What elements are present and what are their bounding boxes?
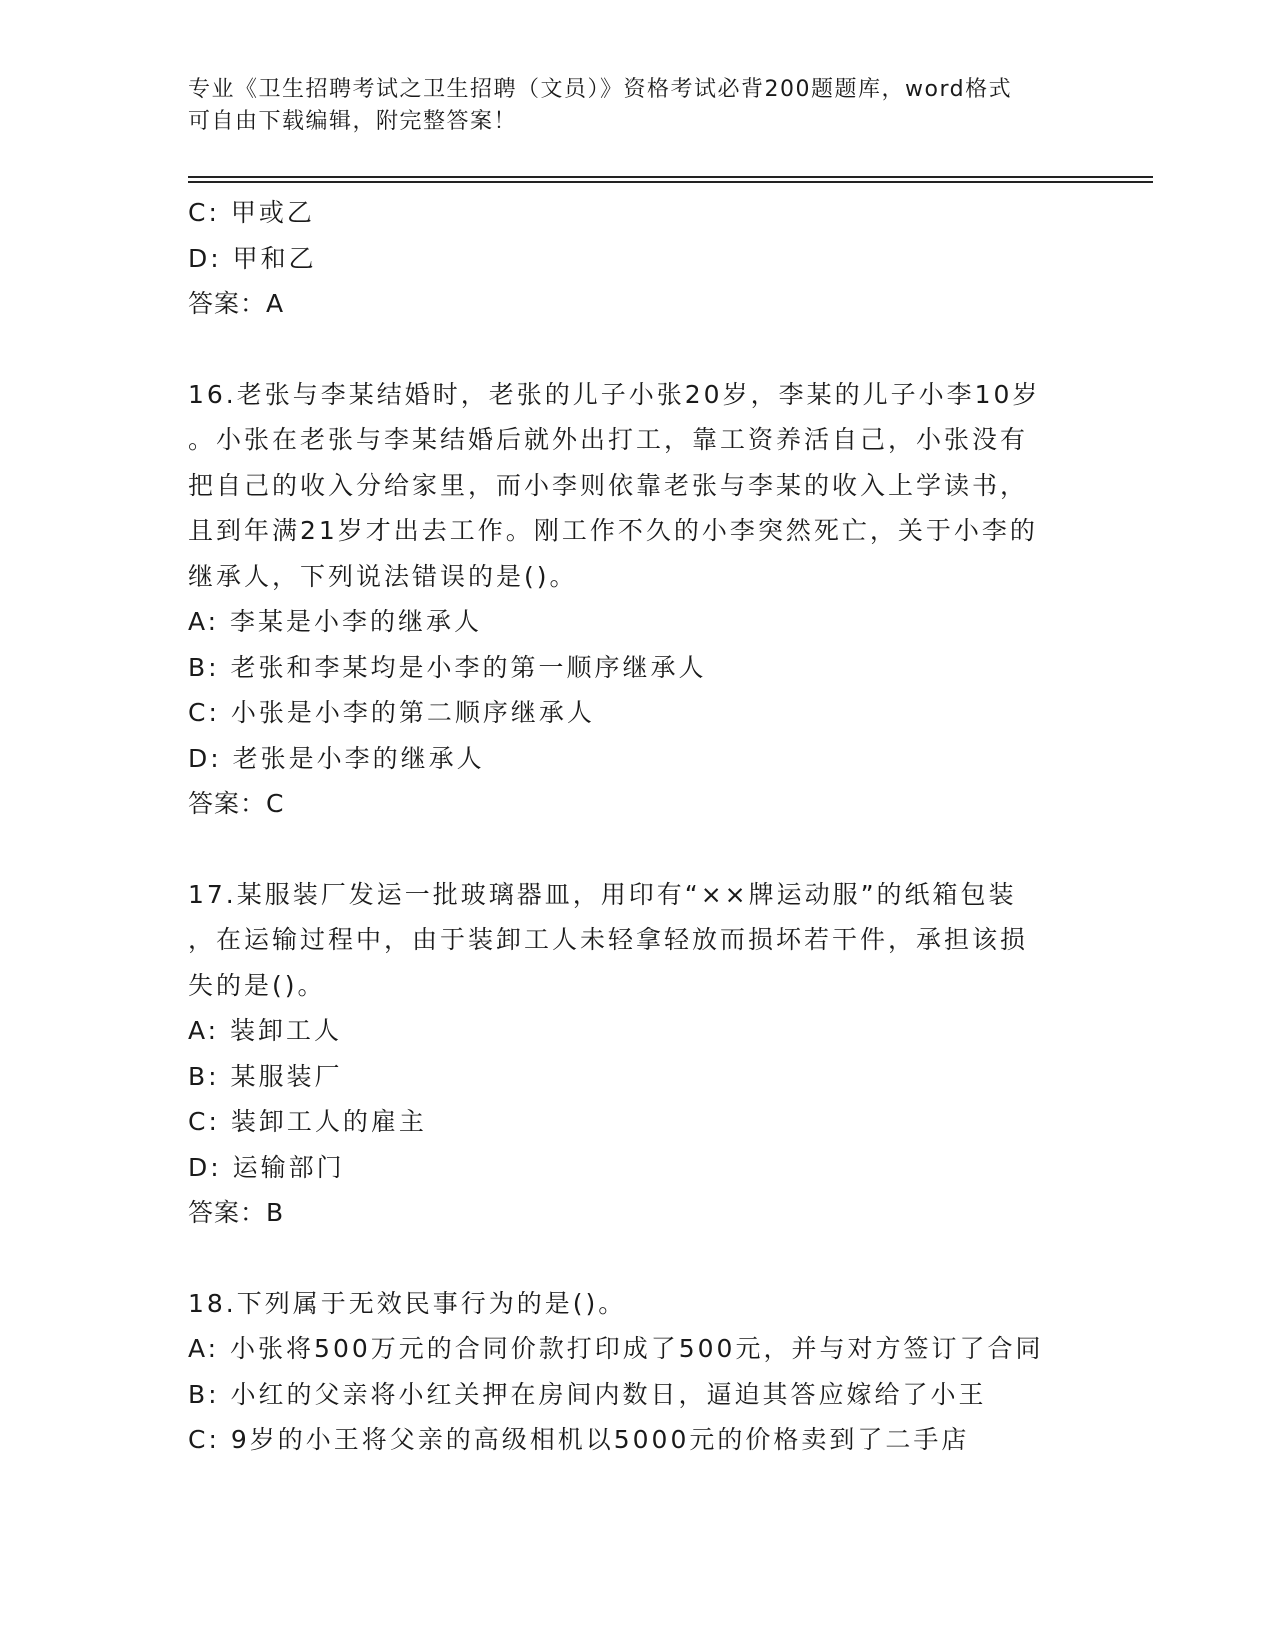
question-block-18 — [188, 1281, 1088, 1463]
question-text-line: 失的是()。 — [188, 970, 326, 1000]
question-text-line: 把自己的收入分给家里，而小李则依靠老张与李某的收入上学读书， — [188, 470, 1029, 500]
question-text-line: 16.老张与李某结婚时，老张的儿子小张20岁，李某的儿子小李10岁 — [188, 379, 1041, 409]
option-c: C: 装卸工人的雇主 — [188, 1107, 427, 1136]
question-block-15-continued — [188, 190, 1088, 327]
option-c: C: 甲或乙 — [188, 198, 315, 227]
question-block-16 — [188, 372, 1088, 827]
question-text-line: 且到年满21岁才出去工作。刚工作不久的小李突然死亡，关于小李的 — [188, 516, 1038, 545]
question-content — [188, 190, 1088, 1463]
question-block-17 — [188, 872, 1088, 1236]
question-text-line: 。小张在老张与李某结婚后就外出打工，靠工资养活自己，小张没有 — [188, 425, 1029, 454]
option-b: B: 某服装厂 — [188, 1061, 343, 1091]
option-c: C: 小张是小李的第二顺序继承人 — [188, 698, 595, 727]
option-d: D: 老张是小李的继承人 — [188, 743, 485, 773]
document-header — [188, 74, 1068, 138]
option-a: A: 小张将500万元的合同价款打印成了500元，并与对方签订了合同 — [188, 1334, 1044, 1363]
option-c: C: 9岁的小王将父亲的高级相机以5000元的价格卖到了二手店 — [188, 1425, 970, 1454]
answer-line: 答案：C — [188, 789, 285, 818]
header-rule-bottom — [188, 181, 1153, 183]
option-b: B: 小红的父亲将小红关押在房间内数日，逼迫其答应嫁给了小王 — [188, 1379, 987, 1409]
answer-line: 答案：B — [188, 1198, 285, 1227]
answer-line: 答案：A — [188, 289, 285, 318]
header-rule-top — [188, 176, 1153, 178]
question-text-line: ，在运输过程中，由于装卸工人未轻拿轻放而损坏若干件，承担该损 — [188, 925, 1029, 954]
header-line-2: 可自由下载编辑，附完整答案！ — [188, 109, 518, 134]
header-line-1: 专业《卫生招聘考试之卫生招聘（文员）》资格考试必背200题题库，word格式 — [188, 77, 1013, 102]
question-text-line: 17.某服装厂发运一批玻璃器皿，用印有“××牌运动服”的纸箱包装 — [188, 879, 1017, 909]
option-d: D: 运输部门 — [188, 1152, 345, 1182]
question-text-line: 继承人，下列说法错误的是()。 — [188, 561, 578, 591]
question-text-line: 18.下列属于无效民事行为的是()。 — [188, 1288, 627, 1318]
option-a: A: 李某是小李的继承人 — [188, 607, 483, 636]
option-b: B: 老张和李某均是小李的第一顺序继承人 — [188, 652, 707, 682]
option-a: A: 装卸工人 — [188, 1016, 343, 1045]
option-d: D: 甲和乙 — [188, 243, 317, 273]
